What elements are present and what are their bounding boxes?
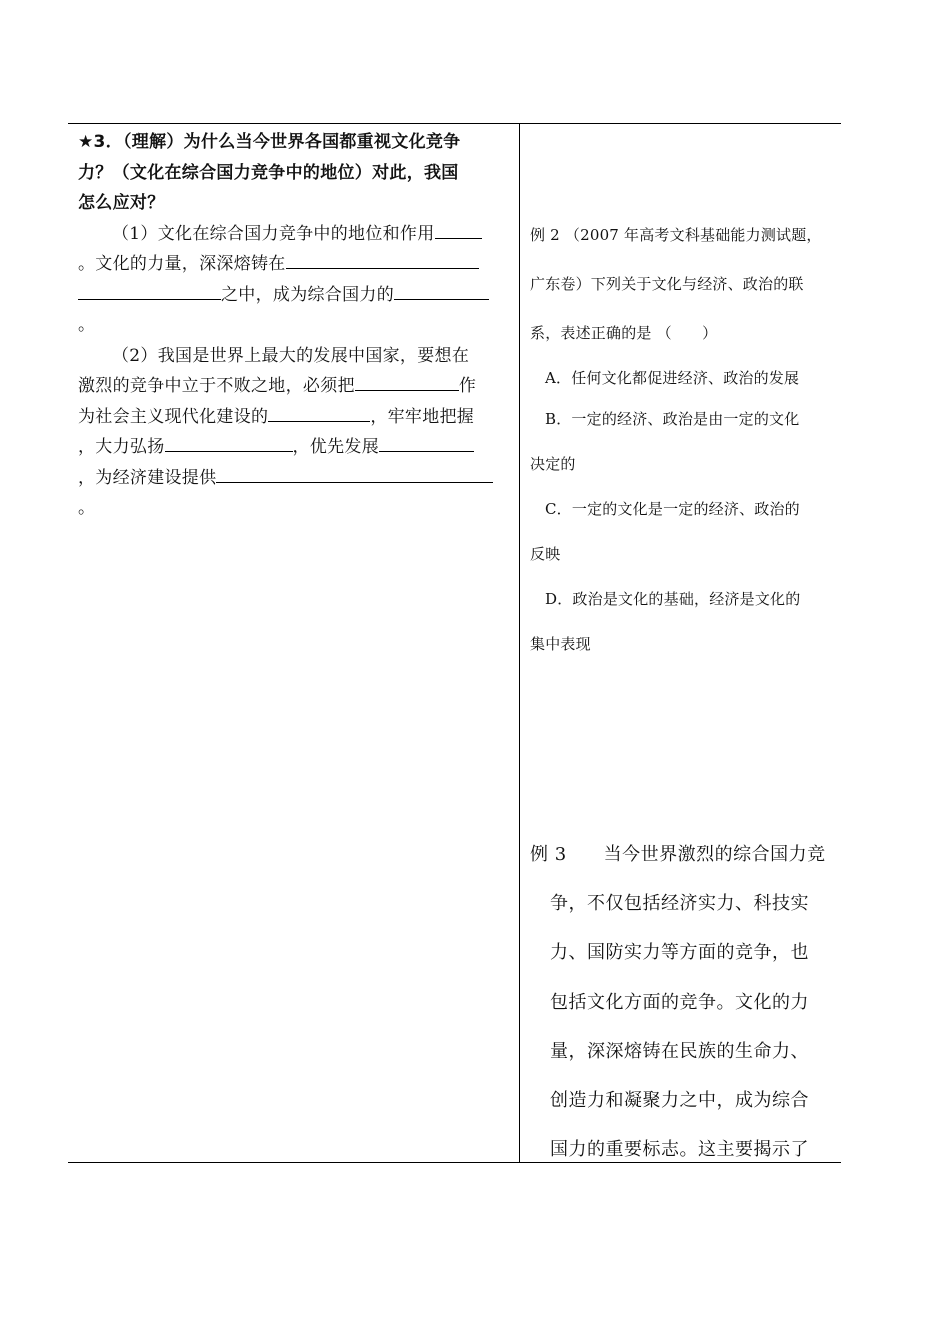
part-2-text-c-end: ，牢牢地把握 [370,406,475,427]
part-2-text-e: ，为经济建设提供 [78,467,217,488]
example-3-line-2: 争，不仅包括经济实力、科技实 [550,893,809,915]
answer-blank[interactable] [379,433,474,452]
part-1-line-3 [78,280,508,311]
part-2-text-c: 为社会主义现代化建设的 [78,406,269,427]
question-3-title-line-3: 怎么应对？ [78,193,165,213]
answer-blank[interactable] [435,220,482,239]
part-1-line-2 [78,249,508,280]
part-2-text-b-end: 作 [458,376,477,396]
example-3-line-7: 国力的重要标志。这主要揭示了 [550,1139,809,1161]
table-column-divider [519,123,520,1163]
option-b: B．一定的经济、政治是由一定的文化 [545,410,800,428]
part-2-text-d: ，大力弘扬 [78,437,165,457]
option-b-continued: 决定的 [530,455,576,473]
example-2-line-3: 系，表述正确的是 （ ） [530,324,718,342]
option-a: A．任何文化都促进经济、政治的发展 [545,369,800,387]
part-1-text-c: 之中，成为综合国力的 [221,284,394,305]
part-1-text-b: 。文化的力量，深深熔铸在 [78,254,286,274]
part-2-text-b: 激烈的竞争中立于不败之地，必须把 [78,376,355,396]
example-3-line-5: 量，深深熔铸在民族的生命力、 [550,1040,809,1062]
example-3-line-4: 包括文化方面的竞争。文化的力 [550,991,809,1013]
part-1-text-a: （1）文化在综合国力竞争中的地位和作用 [112,223,435,244]
example-3-line-3: 力、国防实力等方面的竞争，也 [550,942,809,964]
answer-blank[interactable] [394,281,489,300]
part-1-end: 。 [78,315,96,335]
option-c: C．一定的文化是一定的经济、政治的 [545,500,800,518]
example-3-section [530,830,830,1174]
option-c-continued: 反映 [530,545,561,563]
part-1-line-1 [78,219,508,250]
example-2-line-1: 例 2 （2007 年高考文科基础能力测试题， [530,226,822,244]
example-2-line-2: 广东卷）下列关于文化与经济、政治的联 [530,275,804,293]
part-2-line-3 [78,402,508,433]
question-3-title-line-1: ★3．（理解）为什么当今世界各国都重视文化竞争 [78,132,461,152]
answer-blank[interactable] [165,433,293,452]
part-2-text-d-mid: ，优先发展 [292,437,379,457]
part-2-line-4 [78,432,508,463]
answer-blank[interactable] [286,250,479,269]
question-3-title-line-2: 力？（文化在综合国力竞争中的地位）对此，我国 [78,162,459,183]
option-d-continued: 集中表现 [530,635,591,653]
answer-blank[interactable] [355,372,459,391]
part-2-line-1: （2）我国是世界上最大的发展中国家，要想在 [112,345,470,366]
question-3-section [78,127,508,524]
example-2-section [530,211,830,669]
example-3-line-1: 例 3 当今世界激烈的综合国力竞 [530,844,826,865]
example-3-line-6: 创造力和凝聚力之中，成为综合 [550,1090,809,1112]
answer-blank[interactable] [268,403,370,422]
part-2-line-5 [78,463,508,494]
part-2-line-2 [78,371,508,402]
option-d: D．政治是文化的基础，经济是文化的 [545,590,801,608]
part-2-end: 。 [78,498,96,518]
answer-blank[interactable] [78,281,221,300]
table-top-border [68,123,841,124]
answer-blank[interactable] [216,464,493,483]
